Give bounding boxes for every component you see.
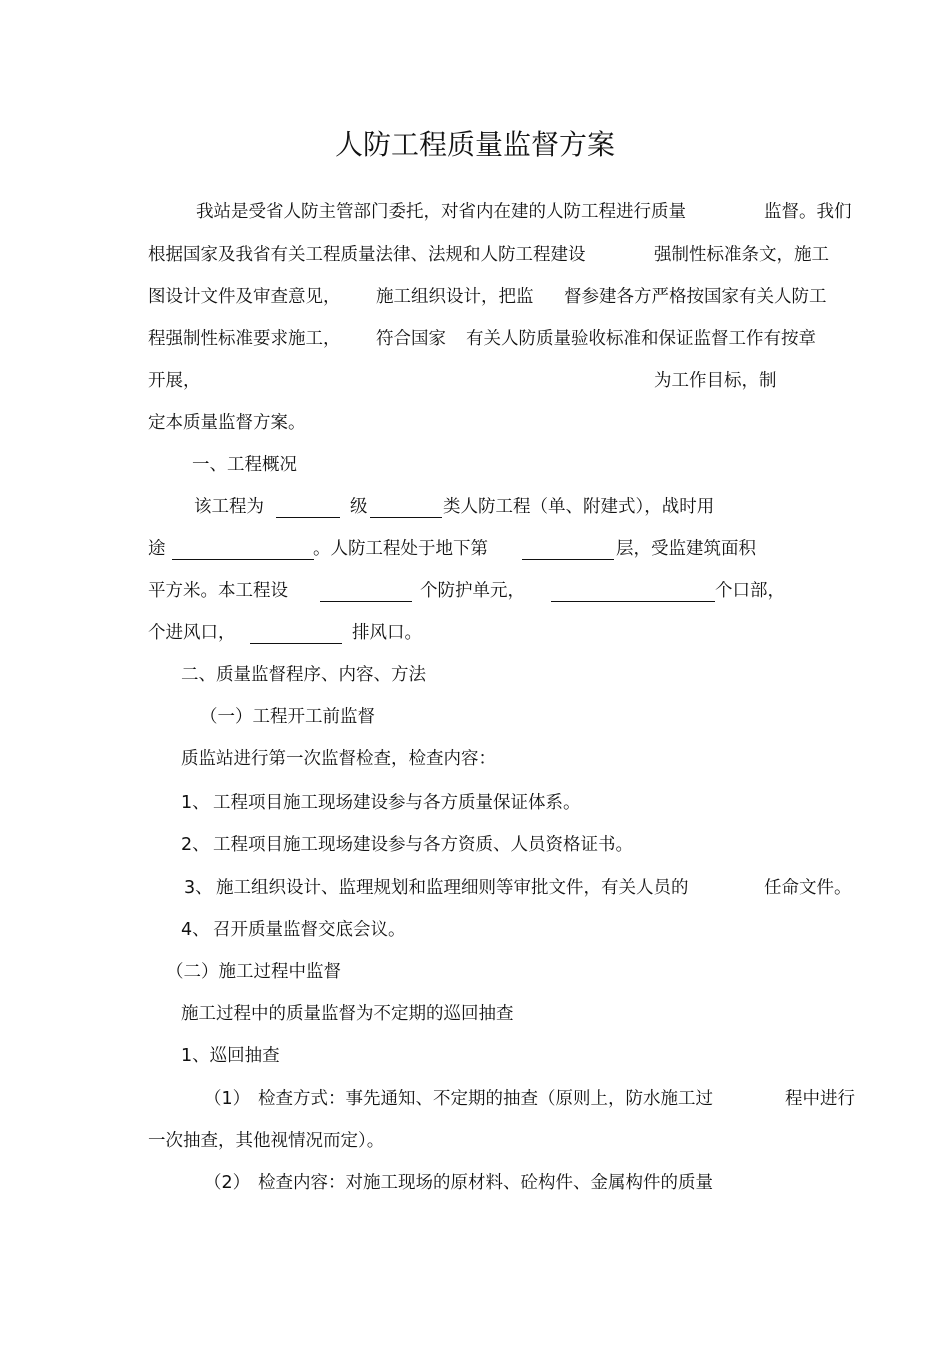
blank-level [276,500,340,518]
fill-line-4b: 排风口。 [352,623,422,643]
intro-line-2a: 根据国家及我省有关工程质量法律、法规和人防工程建设 [148,245,586,265]
intro-line-4c: 有关人防质量验收标准和保证监督工作有按章 [466,329,816,349]
fill-line-1b: 级 [350,497,368,517]
fill-line-1a: 该工程为 [194,497,264,517]
subsection-2-intro: 施工过程中的质量监督为不定期的巡回抽查 [181,1004,514,1024]
intro-line-2b: 强制性标准条文，施工 [654,245,829,265]
item-4-text: 召开质量监督交底会议。 [213,920,406,940]
item-2-number: 2、 [181,835,210,855]
fill-line-2c: 层，受监建筑面积 [616,539,756,559]
clause-1-text: 检查方式：事先通知、不定期的抽查（原则上，防水施工过 [258,1089,713,1109]
section-2-heading: 二、质量监督程序、内容、方法 [181,665,426,685]
section-1-heading: 一、工程概况 [192,455,297,475]
fill-line-4a: 个进风口， [148,623,236,643]
subsection-2-heading: （二）施工过程中监督 [166,962,341,982]
item-4-number: 4、 [181,920,210,940]
item-1-text: 工程项目施工现场建设参与各方质量保证体系。 [213,793,581,813]
subsection-1-intro: 质监站进行第一次监督检查，检查内容： [181,749,496,769]
page-title: 人防工程质量监督方案 [334,128,615,161]
item-2-text: 工程项目施工现场建设参与各方资质、人员资格证书。 [213,835,633,855]
fill-line-2a: 途 [148,539,166,559]
blank-exhaust [250,626,342,644]
patrol-inspection-heading: 1、巡回抽查 [181,1046,280,1066]
fill-line-3a: 平方米。本工程设 [148,581,288,601]
fill-line-3c: 个口部， [715,581,785,601]
intro-line-6: 定本质量监督方案。 [148,413,306,433]
intro-line-3a: 图设计文件及审查意见， [148,287,341,307]
item-3-number: 3、 [184,878,213,898]
subsection-1-heading: （一）工程开工前监督 [200,707,375,727]
blank-underground-floor [522,542,614,560]
blank-protection-units [320,584,412,602]
intro-line-3c: 督参建各方严格按国家有关人防工 [564,287,827,307]
intro-line-4a: 程强制性标准要求施工， [148,329,341,349]
clause-1-tail: 程中进行 [785,1089,855,1109]
clause-2-number: （2） [204,1173,251,1193]
intro-line-1a: 我站是受省人防主管部门委托，对省内在建的人防工程进行质量 [196,202,686,222]
fill-line-3b: 个防护单元， [420,581,525,601]
blank-class [370,500,442,518]
fill-line-2b: 。人防工程处于地下第 [313,539,488,559]
intro-line-5b: 为工作目标，制 [654,371,777,391]
blank-openings [551,584,715,602]
item-3-tail: 任命文件。 [764,878,852,898]
intro-line-3b: 施工组织设计，把监 [376,287,534,307]
clause-1-number: （1） [204,1089,251,1109]
intro-line-1b: 监督。我们 [764,202,852,222]
clause-2-text: 检查内容：对施工现场的原材料、砼构件、金属构件的质量 [258,1173,713,1193]
fill-line-1c: 类人防工程（单、附建式），战时用 [443,497,715,517]
clause-1-continuation: 一次抽查，其他视情况而定）。 [148,1131,385,1151]
item-3-text: 施工组织设计、监理规划和监理细则等审批文件，有关人员的 [216,878,689,898]
blank-wartime-use [172,542,314,560]
item-1-number: 1、 [181,793,210,813]
intro-line-5a: 开展， [148,371,201,391]
intro-line-4b: 符合国家 [376,329,446,349]
